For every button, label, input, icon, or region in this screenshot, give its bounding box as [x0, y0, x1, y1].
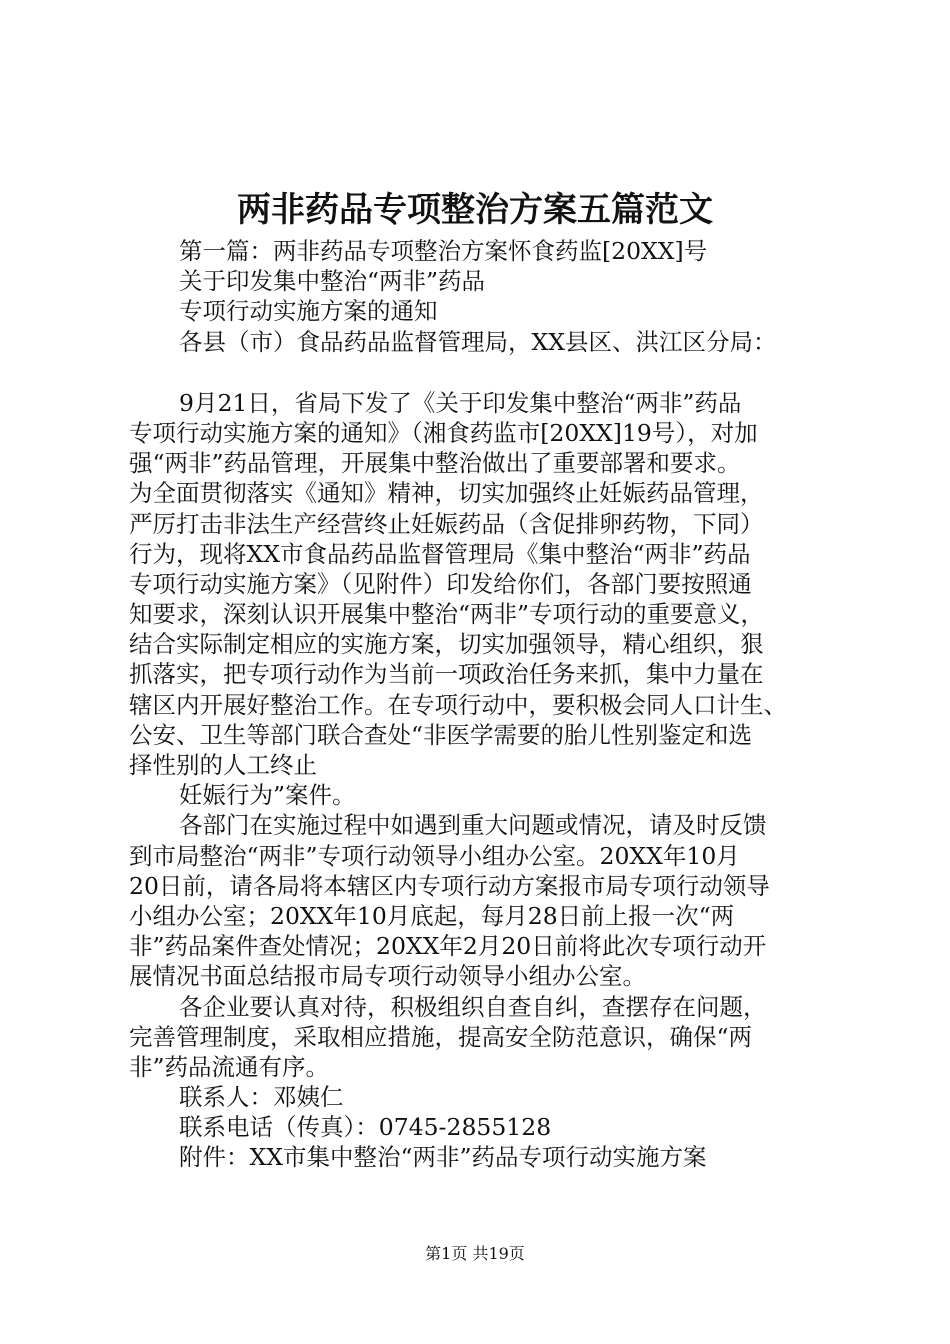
body-line: 公安、卫生等部门联合查处“非医学需要的胎儿性别鉴定和选 — [129, 720, 753, 749]
body-line: 择性别的人工终止 — [129, 751, 317, 779]
body-line: 各县（市）食品药品监督管理局，XX县区、洪江区分局： — [179, 327, 777, 356]
body-line: 结合实际制定相应的实施方案，切实加强领导，精心组织，狠 — [129, 630, 764, 659]
body-line: 抓落实，把专项行动作为当前一项政治任务来抓，集中力量在 — [129, 660, 764, 689]
body-line: 20日前，请各局将本辖区内专项行动方案报市局专项行动领导 — [129, 871, 770, 900]
body-line: 知要求，深刻认识开展集中整治“两非”专项行动的重要意义， — [129, 600, 765, 629]
body-line: 展情况书面总结报市局专项行动领导小组办公室。 — [129, 962, 646, 991]
body-line: 关于印发集中整治“两非”药品 — [179, 267, 486, 296]
body-line: 各部门在实施过程中如遇到重大问题或情况，请及时反馈 — [179, 811, 767, 840]
body-line: 各企业要认真对待，积极组织自查自纠，查摆存在问题， — [179, 992, 767, 1021]
document-title: 两非药品专项整治方案五篇范文 — [237, 190, 713, 230]
body-line: 专项行动实施方案的通知》（湘食药监市[20XX]19号），对加 — [129, 418, 758, 447]
body-line: 到市局整治“两非”专项行动领导小组办公室。20XX年10月 — [129, 841, 740, 870]
body-line: 9月21日，省局下发了《关于印发集中整治“两非”药品 — [179, 388, 742, 417]
body-line: 联系人：邓姨仁 — [179, 1083, 344, 1112]
body-line: 严厉打击非法生产经营终止妊娠药品（含促排卵药物，下同） — [129, 509, 764, 538]
body-line: 非”药品案件查处情况；20XX年2月20日前将此次专项行动开 — [129, 932, 767, 961]
body-line: 专项行动实施方案的通知 — [179, 297, 438, 326]
body-line: 联系电话（传真）：0745-2855128 — [179, 1113, 552, 1142]
body-line: 第一篇：两非药品专项整治方案怀食药监[20XX]号 — [179, 237, 708, 265]
paragraph-gap — [129, 357, 829, 388]
body-line: 小组办公室；20XX年10月底起，每月28日前上报一次“两 — [129, 901, 735, 930]
page-footer: 第1页 共19页 — [425, 1244, 525, 1263]
body-line: 行为，现将XX市食品药品监督管理局《集中整治“两非”药品 — [129, 539, 751, 568]
body-line: 强“两非”药品管理，开展集中整治做出了重要部署和要求。 — [129, 449, 741, 478]
body-line: 完善管理制度，采取相应措施，提高安全防范意识，确保“两 — [129, 1022, 753, 1051]
body-line: 附件：XX市集中整治“两非”药品专项行动实施方案 — [179, 1143, 707, 1172]
body-line: 专项行动实施方案》（见附件）印发给你们，各部门要按照通 — [129, 569, 752, 598]
document-body — [129, 236, 829, 1173]
body-line: 妊娠行为”案件。 — [179, 781, 356, 810]
body-line: 为全面贯彻落实《通知》精神，切实加强终止妊娠药品管理， — [129, 479, 764, 508]
body-line: 辖区内开展好整治工作。在专项行动中，要积极会同人口计生、 — [129, 690, 787, 719]
body-line: 非”药品流通有序。 — [129, 1052, 330, 1081]
